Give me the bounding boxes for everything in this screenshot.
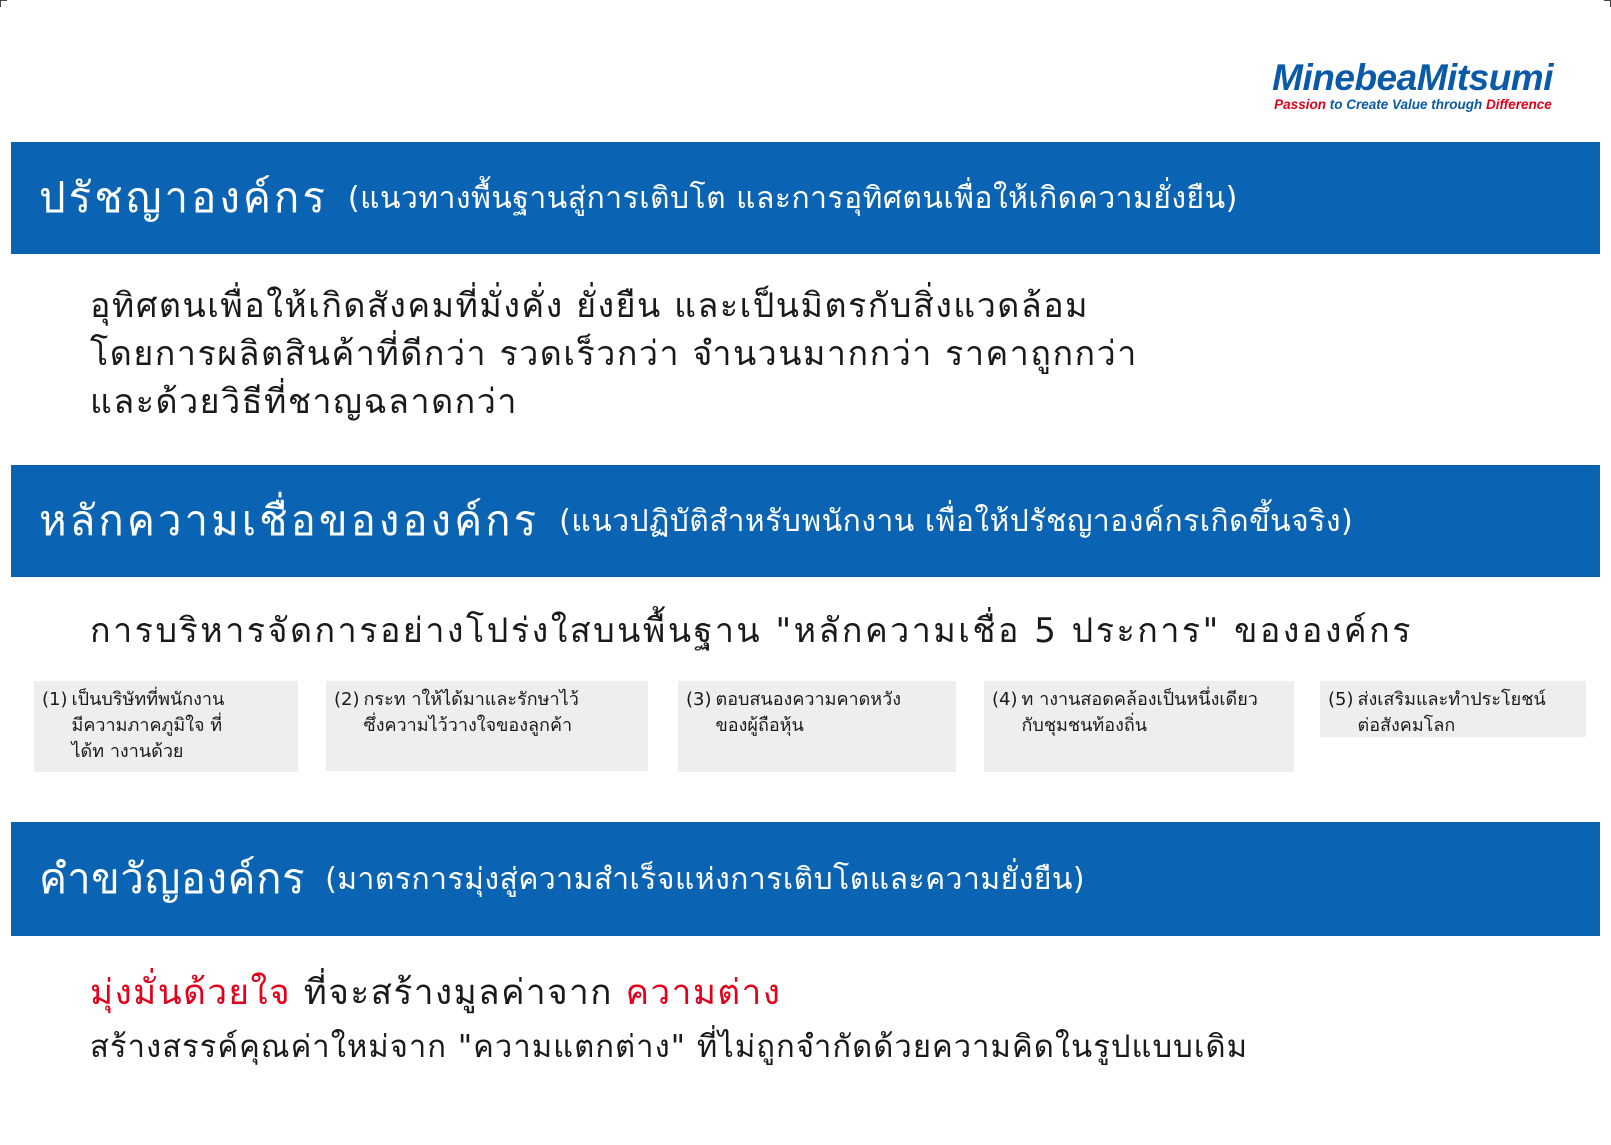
belief-item-3 [678,681,956,772]
crop-mark-right [1604,0,1611,7]
slogan-middle-text: ที่จะสร้างมูลค่าจาก [291,973,626,1013]
belief-text: กระท าให้ได้มาและรักษาไว้ ซึ่งความไว้วางใจของลูกค้า [363,689,579,736]
slogan-subtitle: (มาตรการมุ่งสู่ความสำเร็จแห่งการเติบโตและความยั่งยืน) [325,861,1086,897]
slogan-line-1 [90,973,781,1013]
beliefs-subtitle: (แนวปฏิบัติสำหรับพนักงาน เพื่อให้ปรัชญาองค์กรเกิดขึ้นจริง) [559,503,1354,539]
belief-number: (1) [42,689,68,710]
beliefs-intro: การบริหารจัดการอย่างโปร่งใสบนพื้นฐาน "หลักความเชื่อ 5 ประการ" ขององค์กร [90,611,1414,651]
slogan-emphasis-difference: ความต่าง [625,973,782,1013]
belief-item-5 [1320,681,1586,737]
logo-tagline [1274,98,1553,112]
beliefs-title: หลักความเชื่อขององค์กร [39,496,540,545]
slogan-header-band [11,822,1600,936]
slogan-line-2: สร้างสรรค์คุณค่าใหม่จาก "ความแตกต่าง" ที่ไม่ถูกจำกัดด้วยความคิดในรูปแบบเดิม [90,1029,1249,1065]
belief-item-4 [984,681,1294,772]
belief-text: ตอบสนองความคาดหวัง ของผู้ถือหุ้น [715,689,902,736]
philosophy-subtitle: (แนวทางพื้นฐานสู่การเติบโต และการอุทิศตนเพื่อให้เกิดความยั่งยืน) [347,180,1238,216]
philosophy-line-3: และด้วยวิธีที่ชาญฉลาดกว่า [90,382,518,422]
slogan-title: คำขวัญองค์กร [39,854,306,903]
crop-mark-left [0,0,7,7]
company-logo [1272,58,1553,112]
logo-wordmark: MinebeaMitsumi [1272,57,1553,98]
belief-number: (5) [1328,689,1354,710]
beliefs-header-band [11,465,1600,577]
belief-text: เป็นบริษัทที่พนักงาน มีความภาคภูมิใจ ที่ ได้ท างานด้วย [71,689,225,762]
slogan-emphasis-passion: มุ่งมั่นด้วยใจ [90,973,292,1013]
philosophy-header-band [11,142,1600,254]
philosophy-title: ปรัชญาองค์กร [39,173,328,222]
logo-tagline-middle: to Create Value through [1325,97,1486,112]
logo-tagline-passion: Passion [1274,97,1326,112]
belief-number: (2) [334,689,360,710]
belief-item-1 [34,681,298,772]
belief-text: ส่งเสริมและทำประโยชน์ ต่อสังคมโลก [1357,689,1546,736]
philosophy-line-1: อุทิศตนเพื่อให้เกิดสังคมที่มั่งคั่ง ยั่งยืน และเป็นมิตรกับสิ่งแวดล้อม [90,286,1090,326]
belief-item-2 [326,681,648,771]
belief-number: (4) [992,689,1018,710]
philosophy-line-2: โดยการผลิตสินค้าที่ดีกว่า รวดเร็วกว่า จำนวนมากกว่า ราคาถูกกว่า [90,334,1138,374]
belief-number: (3) [686,689,712,710]
belief-text: ท างานสอดคล้องเป็นหนึ่งเดียว กับชุมชนท้องถิ่น [1021,689,1258,736]
logo-tagline-difference: Difference [1485,97,1552,112]
